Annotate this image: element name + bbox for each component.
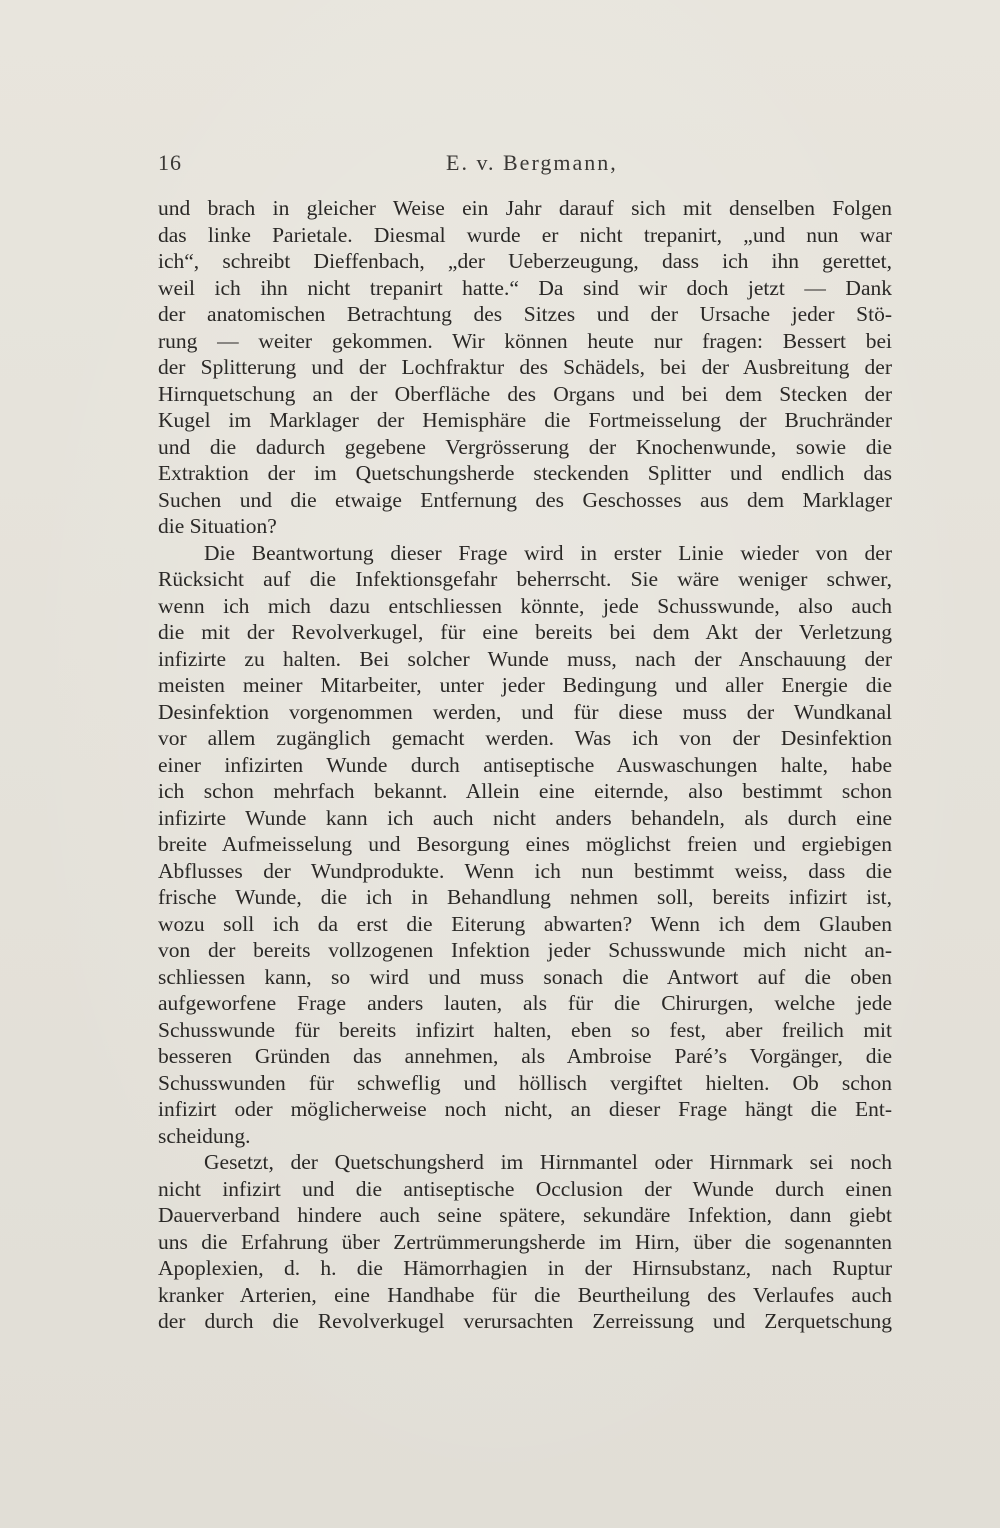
text-line: Hirnquetschung an der Oberfläche des Organs und bei dem Stecken der bbox=[158, 381, 892, 406]
text-line: infizirt oder möglicherweise noch nicht, an dieser Frage hängt die Ent- bbox=[158, 1097, 892, 1121]
text-line: vor allem zugänglich gemacht werden. Was ich von der Desinfektion bbox=[158, 726, 892, 750]
paragraph bbox=[158, 195, 892, 540]
text-line: meisten meiner Mitarbeiter, unter jeder Bedingung und aller Energie die bbox=[158, 673, 892, 697]
text-line: wozu soll ich da erst die Eiterung abwarten? Wenn ich dem Glauben bbox=[158, 911, 892, 936]
text-line: das linke Parietale. Diesmal wurde er nicht trepanirt, „und nun war bbox=[158, 222, 892, 247]
text-line: und brach in gleicher Weise ein Jahr darauf sich mit denselben Folgen bbox=[158, 196, 892, 220]
text-line: Gesetzt, der Quetschungsherd im Hirnmantel oder Hirnmark sei noch bbox=[204, 1150, 892, 1174]
text-line: Extraktion der im Quetschungsherde steckenden Splitter und endlich das bbox=[158, 461, 892, 485]
text-line: infizirte zu halten. Bei solcher Wunde muss, nach der Anschauung der bbox=[158, 646, 892, 671]
text-line: Rücksicht auf die Infektionsgefahr beherrscht. Sie wäre weniger schwer, bbox=[158, 567, 892, 591]
text-line: die Situation? bbox=[158, 514, 277, 538]
text-line: Schusswunde für bereits infizirt halten, eben so fest, aber freilich mit bbox=[158, 1017, 892, 1042]
text-line: einer infizirten Wunde durch antiseptische Auswaschungen halte, habe bbox=[158, 752, 892, 777]
text-line: wenn ich mich dazu entschliessen könnte, jede Schusswunde, also auch bbox=[158, 593, 892, 618]
text-line: besseren Gründen das annehmen, als Ambroise Paré’s Vorgänger, die bbox=[158, 1044, 892, 1068]
text-line: Apoplexien, d. h. die Hämorrhagien in der Hirnsubstanz, nach Ruptur bbox=[158, 1256, 892, 1280]
text-line: kranker Arterien, eine Handhabe für die Beurtheilung des Verlaufes auch bbox=[158, 1282, 892, 1307]
text-line: schliessen kann, so wird und muss sonach die Antwort auf die oben bbox=[158, 964, 892, 989]
text-line: der anatomischen Betrachtung des Sitzes und der Ursache jeder Stö- bbox=[158, 302, 892, 326]
running-head: E. v. Bergmann, bbox=[446, 150, 618, 175]
text-line: aufgeworfene Frage anders lauten, als für die Chirurgen, welche jede bbox=[158, 991, 892, 1015]
text-line: ich schon mehrfach bekannt. Allein eine eiternde, also bestimmt schon bbox=[158, 779, 892, 803]
text-line: der durch die Revolverkugel verursachten Zerreissung und Zerquetschung bbox=[158, 1309, 892, 1333]
text-line: Suchen und die etwaige Entfernung des Geschosses aus dem Marklager bbox=[158, 487, 892, 512]
text-line: ich“, schreibt Dieffenbach, „der Ueberzeugung, dass ich ihn gerettet, bbox=[158, 249, 892, 273]
text-line: uns die Erfahrung über Zertrümmerungsherde im Hirn, über die sogenannten bbox=[158, 1229, 892, 1254]
page-number: 16 bbox=[158, 150, 182, 175]
text-line: der Splitterung und der Lochfraktur des Schädels, bei der Ausbreitung der bbox=[158, 355, 892, 379]
paragraph bbox=[158, 1149, 892, 1335]
text-line: Die Beantwortung dieser Frage wird in erster Linie wieder von der bbox=[204, 540, 892, 565]
text-line: Schusswunden für schweflig und höllisch vergiftet hielten. Ob schon bbox=[158, 1070, 892, 1095]
text-line: breite Aufmeisselung und Besorgung eines möglichst freien und ergiebigen bbox=[158, 832, 892, 856]
text-line: scheidung. bbox=[158, 1123, 251, 1148]
paragraph bbox=[158, 540, 892, 1150]
text-line: frische Wunde, die ich in Behandlung nehmen soll, bereits infizirt ist, bbox=[158, 885, 892, 909]
text-line: rung — weiter gekommen. Wir können heute nur fragen: Bessert bei bbox=[158, 328, 892, 353]
text-line: Kugel im Marklager der Hemisphäre die Fortmeisselung der Bruchränder bbox=[158, 408, 892, 432]
body-text bbox=[158, 195, 892, 1335]
text-line: die mit der Revolverkugel, für eine bereits bei dem Akt der Verletzung bbox=[158, 620, 892, 644]
text-line: weil ich ihn nicht trepanirt hatte.“ Da sind wir doch jetzt — Dank bbox=[158, 275, 892, 300]
text-line: nicht infizirt und die antiseptische Occlusion der Wunde durch einen bbox=[158, 1176, 892, 1201]
page-header bbox=[158, 150, 892, 180]
text-line: Dauerverband hindere auch seine spätere, sekundäre Infektion, dann giebt bbox=[158, 1203, 892, 1227]
text-line: und die dadurch gegebene Vergrösserung der Knochenwunde, sowie die bbox=[158, 434, 892, 459]
text-line: Desinfektion vorgenommen werden, und für diese muss der Wundkanal bbox=[158, 699, 892, 724]
text-line: Abflusses der Wundprodukte. Wenn ich nun bestimmt weiss, dass die bbox=[158, 858, 892, 883]
text-line: infizirte Wunde kann ich auch nicht anders behandeln, als durch eine bbox=[158, 805, 892, 830]
text-line: von der bereits vollzogenen Infektion jeder Schusswunde mich nicht an- bbox=[158, 938, 892, 962]
